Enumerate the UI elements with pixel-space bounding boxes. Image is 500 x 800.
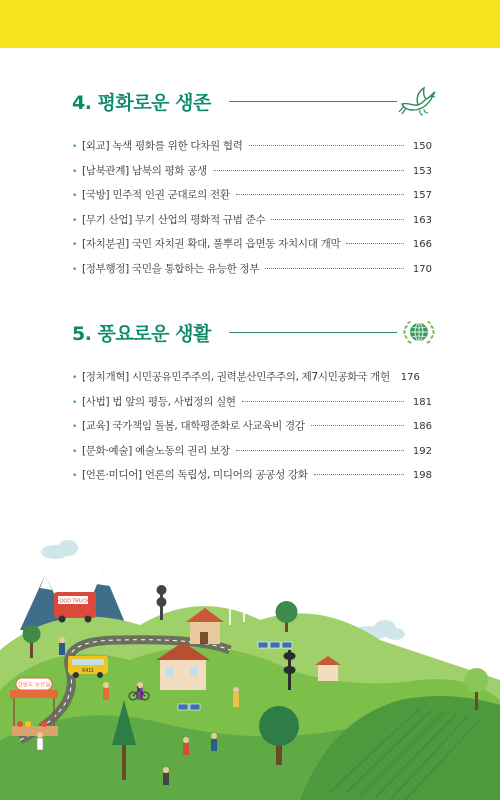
- leader-dots: [213, 170, 404, 171]
- bus-number: 6411: [82, 668, 94, 674]
- toc-page-number: 153: [412, 165, 432, 177]
- bullet-icon: •: [72, 215, 78, 226]
- toc-item-label: [언론·미디어] 언론의 독립성, 미디어의 공공성 강화: [82, 469, 308, 481]
- toc-page-number: 170: [412, 263, 432, 275]
- toc-item-label: [사법] 법 앞의 평등, 사법정의 실현: [82, 395, 236, 408]
- section-peaceful-survival: [72, 82, 432, 285]
- toc-item[interactable]: [72, 394, 432, 419]
- bullet-icon: •: [72, 471, 78, 481]
- toc-page-number: 157: [412, 190, 432, 201]
- bullet-icon: •: [72, 446, 78, 457]
- section-header: [72, 313, 432, 349]
- leader-dots: [271, 219, 404, 220]
- toc-item[interactable]: [72, 443, 432, 468]
- section-title: 5. 풍요로운 생활: [72, 323, 211, 345]
- toc-item-label: [문화·예술] 예술노동의 권리 보장: [82, 444, 230, 457]
- toc-item-label: [외교] 녹색 평화를 위한 다차원 협력: [82, 140, 243, 152]
- toc-item-label: [무기 산업] 무기 산업의 평화적 규범 준수: [82, 213, 266, 226]
- dove-icon: [398, 84, 438, 118]
- toc-item-label: [정부행정] 국민을 통합하는 유능한 정부: [82, 262, 260, 275]
- toc-item-label: [자치분권] 국민 자치권 확대, 풀뿌리 읍면동 자치시대 개막: [82, 238, 341, 250]
- bullet-icon: •: [72, 166, 78, 177]
- toc-item[interactable]: [72, 418, 432, 443]
- bullet-icon: •: [72, 397, 78, 408]
- person-figure: [211, 733, 217, 751]
- globe-wreath-icon: [400, 315, 438, 349]
- toc-list: [72, 369, 432, 492]
- person-figure: [183, 737, 189, 755]
- leader-dots: [311, 425, 404, 426]
- section-title: 4. 평화로운 생존: [72, 92, 211, 114]
- person-figure: [163, 767, 169, 785]
- cloud-icon: [41, 540, 78, 559]
- toc-item-label: [교육] 국가책임 돌봄, 대학평준화로 사교육비 경감: [82, 420, 305, 432]
- section-divider-line: [229, 101, 397, 102]
- section-header: [72, 82, 432, 118]
- section-abundant-life: [72, 313, 432, 492]
- section-divider-line: [229, 332, 397, 333]
- person-figure: [59, 637, 65, 655]
- toc-item[interactable]: [72, 236, 432, 261]
- shop-sign: 강원도 농산물: [17, 682, 51, 689]
- bullet-icon: •: [72, 240, 78, 250]
- leader-dots: [249, 145, 404, 146]
- leader-dots: [265, 268, 404, 269]
- leader-dots: [314, 474, 404, 475]
- toc-item-label: [남북관계] 남북의 평화 공생: [82, 164, 207, 177]
- toc-page-number: 150: [412, 141, 432, 152]
- food-truck-sign: FOOD TRUCK: [56, 598, 90, 605]
- toc-page-number: 192: [412, 445, 432, 457]
- leader-dots: [236, 194, 404, 195]
- leader-dots: [236, 450, 404, 451]
- toc-list: [72, 138, 432, 285]
- bullet-icon: •: [72, 142, 78, 152]
- top-color-band: [0, 0, 500, 48]
- bullet-icon: •: [72, 264, 78, 275]
- toc-page-number: 163: [412, 214, 432, 226]
- toc-item[interactable]: [72, 261, 432, 286]
- village-landscape-illustration: [0, 530, 500, 800]
- food-truck: [54, 592, 96, 623]
- toc-page-number: 181: [412, 396, 432, 408]
- leader-dots: [242, 401, 404, 402]
- bullet-icon: •: [72, 373, 78, 383]
- toc-page-number: 176: [400, 372, 420, 383]
- toc-item[interactable]: [72, 467, 432, 492]
- toc-item[interactable]: [72, 187, 432, 212]
- toc-page-number: 186: [412, 421, 432, 432]
- bullet-icon: •: [72, 191, 78, 201]
- toc-item[interactable]: [72, 369, 432, 394]
- toc-item-label: [국방] 민주적 인권 군대로의 전환: [82, 189, 230, 201]
- toc-page-number: 198: [412, 470, 432, 481]
- toc-item[interactable]: [72, 163, 432, 188]
- person-figure: [233, 687, 239, 707]
- bullet-icon: •: [72, 422, 78, 432]
- toc-page-number: 166: [412, 239, 432, 250]
- leader-dots: [346, 243, 404, 244]
- toc-item-label: [정치개혁] 시민공유민주주의, 권력분산민주주의, 제7시민공화국 개헌: [82, 371, 390, 383]
- person-figure: [103, 682, 109, 700]
- person-figure: [37, 732, 43, 750]
- toc-item[interactable]: [72, 212, 432, 237]
- toc-item[interactable]: [72, 138, 432, 163]
